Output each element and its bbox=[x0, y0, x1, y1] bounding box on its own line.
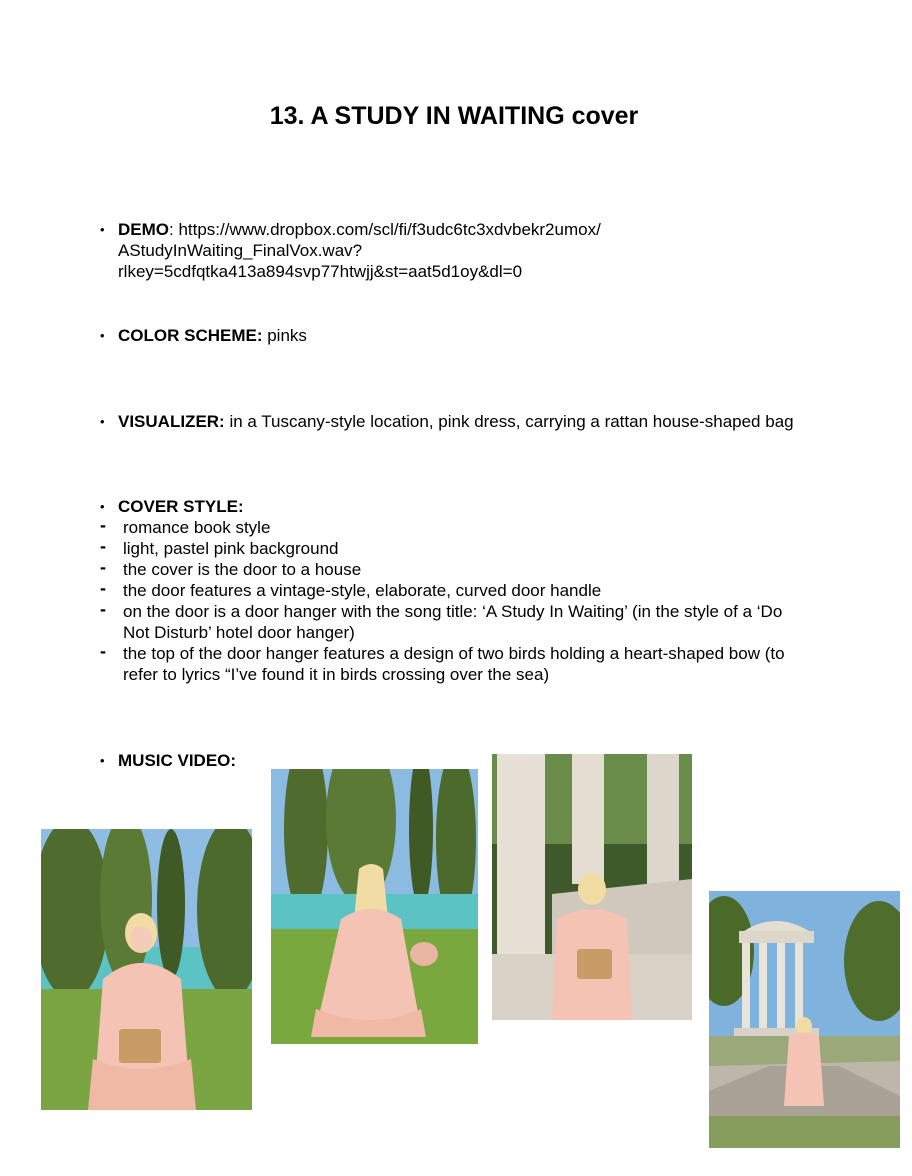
demo-link-line-1[interactable]: https://www.dropbox.com/scl/fi/f3udc6tc3xdvbekr2umox/ bbox=[178, 220, 601, 239]
bullet: • bbox=[100, 414, 105, 429]
list-item bbox=[100, 601, 800, 643]
demo-section bbox=[100, 219, 820, 282]
list-item-text: on the door is a door hanger with the song title: ‘A Study In Waiting’ (in the style of a ‘Do Not Disturb’ hotel door hanger) bbox=[123, 602, 783, 642]
dash: - bbox=[100, 557, 106, 577]
dash: - bbox=[100, 515, 106, 535]
visualizer-label: VISUALIZER: bbox=[118, 412, 225, 431]
cover-style-list bbox=[100, 517, 800, 685]
photo-columns bbox=[492, 754, 692, 1020]
list-item-text: romance book style bbox=[123, 518, 271, 537]
dash: - bbox=[100, 578, 106, 598]
demo-label: DEMO bbox=[118, 220, 169, 239]
list-item bbox=[100, 580, 800, 601]
photo-temple bbox=[709, 891, 900, 1148]
color-scheme-section bbox=[100, 325, 820, 346]
demo-link-line-2[interactable]: AStudyInWaiting_FinalVox.wav? bbox=[118, 241, 363, 260]
bullet: • bbox=[100, 222, 105, 237]
color-scheme-value: pinks bbox=[262, 326, 307, 345]
dash: - bbox=[100, 536, 106, 556]
music-video-section bbox=[100, 750, 820, 771]
list-item bbox=[100, 517, 800, 538]
dash: - bbox=[100, 599, 106, 619]
list-item-text: the top of the door hanger features a design of two birds holding a heart-shaped bow (to refer to lyrics “I’ve found it in birds crossing over the sea) bbox=[123, 644, 785, 684]
list-item-text: the door features a vintage-style, elaborate, curved door handle bbox=[123, 581, 602, 600]
bullet: • bbox=[100, 499, 105, 514]
page-title: 13. A STUDY IN WAITING cover bbox=[269, 102, 639, 130]
demo-separator: : bbox=[169, 220, 179, 239]
visualizer-section bbox=[100, 411, 820, 432]
cover-style-label: COVER STYLE: bbox=[118, 497, 244, 516]
list-item bbox=[100, 643, 800, 685]
music-video-label: MUSIC VIDEO: bbox=[118, 751, 237, 770]
list-item bbox=[100, 559, 800, 580]
visualizer-value: in a Tuscany-style location, pink dress, carrying a rattan house-shaped bag bbox=[224, 412, 794, 431]
color-scheme-label: COLOR SCHEME: bbox=[118, 326, 263, 345]
list-item bbox=[100, 538, 800, 559]
demo-link-line-3[interactable]: rlkey=5cdfqtka413a894svp77htwjj&st=aat5d1oy&dl=0 bbox=[118, 262, 523, 281]
bullet: • bbox=[100, 328, 105, 343]
photo-cypress-pool bbox=[41, 829, 252, 1110]
photo-garden-twirl bbox=[271, 769, 478, 1044]
dash: - bbox=[100, 641, 106, 661]
cover-style-section bbox=[100, 496, 820, 685]
list-item-text: the cover is the door to a house bbox=[123, 560, 362, 579]
list-item-text: light, pastel pink background bbox=[123, 539, 339, 558]
bullet: • bbox=[100, 753, 105, 768]
